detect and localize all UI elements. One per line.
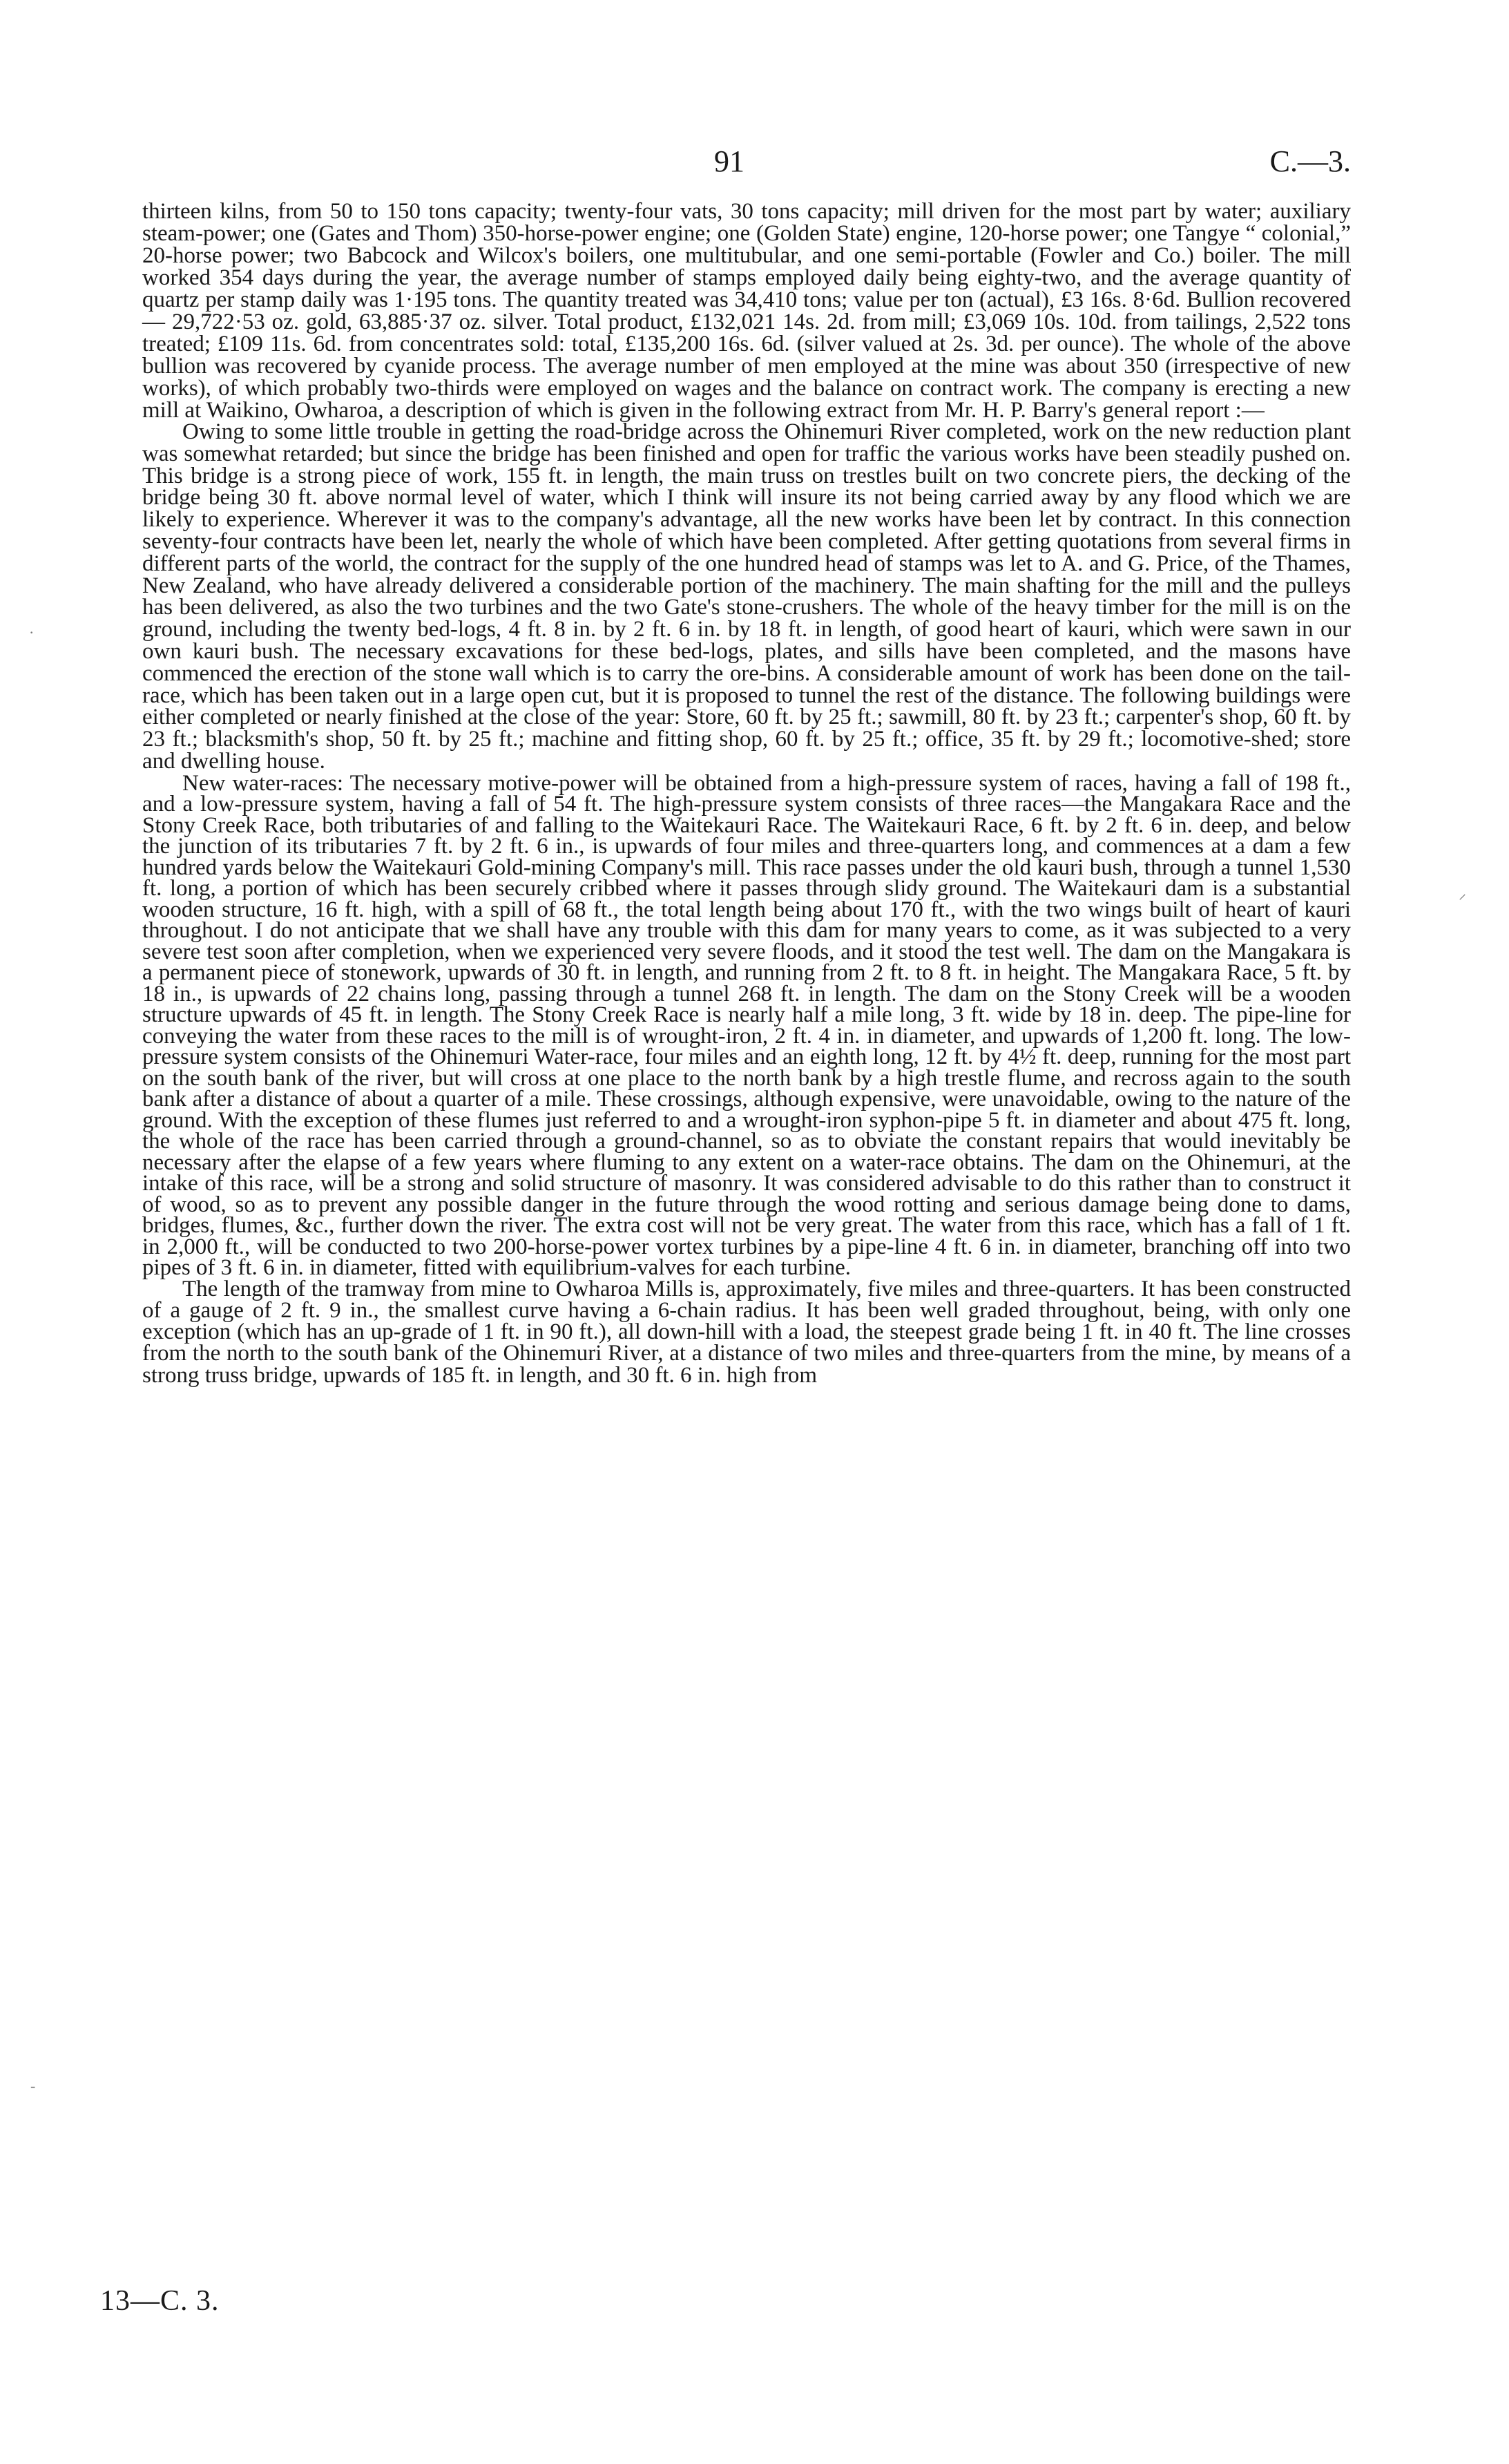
paragraph-tramway: The length of the tramway from mine to Owharoa Mills is, approximately, five miles and three-quarters. It has been constructed of a gauge of 2 ft. 9 in., the smallest curve having a 6-chain radius. It has been well graded throughout, being, with only one exception (which has an up-grade of 1 ft. in 90 ft.), all down-hill with a load, the steepest grade being 1 ft. in 40 ft. The line crosses from the north to the south bank of the Ohinemuri River, at a distance of two miles and three-quarters from the mine, by means of a strong truss bridge, upwards of 185 ft. in length, and 30 ft. 6 in. high from (142, 1276, 1351, 1388)
margin-dash-left: - (30, 2077, 36, 2094)
page-header (142, 131, 1351, 200)
margin-dot-left: · (29, 624, 35, 641)
document-reference: C.—3. (1269, 144, 1351, 178)
body-text (142, 200, 1351, 1386)
margin-tick-right: ⸝ (1459, 885, 1467, 902)
page-content (142, 131, 1351, 1388)
paragraph-reduction-plant: Owing to some little trouble in getting the road-bridge across the Ohinemuri River completed, work on the new reduction plant was somewhat retarded; but since the bridge has been finished and open for traffic the various works have been steadily pushed on. This bridge is a strong piece of work, 155 ft. in length, the main truss on trestles built on two concrete piers, the decking of the bridge being 30 ft. above normal level of water, which I think will insure its not being carried away by any flood which we are likely to experience. Wherever it was to the company's advantage, all the new works have been let by contract. In this connection seventy-four contracts have been let, nearly the whole of which have been completed. After getting quotations from several firms in different parts of the world, the contract for the supply of the one hundred head of stamps was let to A. and G. Price, of the Thames, New Zealand, who have already delivered a considerable portion of the machinery. The main shafting for the mill and the pulleys has been delivered, as also the two turbines and the two Gate's stone-crushers. The whole of the heavy timber for the mill is on the ground, including the twenty bed-logs, 4 ft. 8 in. by 2 ft. 6 in. by 18 ft. in length, of good heart of kauri, which were sawn in our own kauri bush. The necessary excavations for these bed-logs, plates, and sills have been completed, and the masons have commenced the erection of the stone wall which is to carry the ore-bins. A considerable amount of work has been done on the tail-race, which has been taken out in a large open cut, but it is proposed to tunnel the rest of the distance. The following buildings were either completed or nearly finished at the close of the year: Store, 60 ft. by 25 ft.; sawmill, 80 ft. by 23 ft.; carpenter's shop, 60 ft. by 23 ft.; blacksmith's shop, 50 ft. by 25 ft.; machine and fitting shop, 60 ft. by 25 ft.; office, 35 ft. by 29 ft.; locomotive-shed; store and dwelling house. (142, 419, 1351, 774)
paragraph-mill-description: thirteen kilns, from 50 to 150 tons capacity; twenty-four vats, 30 tons capacity; mill driven for the most part by water; auxiliary steam-power; one (Gates and Thom) 350-horse-power engine; one (Golden State) engine, 120-horse power; one Tangye “ colonial,” 20-horse power; two Babcock and Wilcox's boilers, one multitubular, and one semi-portable (Fowler and Co.) boiler. The mill worked 354 days during the year, the average number of stamps employed daily being eighty-two, and the average quantity of quartz per stamp daily was 1·195 tons. The quantity treated was 34,410 tons; value per ton (actual), £3 16s. 8·6d. Bullion recovered — 29,722·53 oz. gold, 63,885·37 oz. silver. Total product, £132,021 14s. 2d. from mill; £3,069 10s. 10d. from tailings, 2,522 tons treated; £109 11s. 6d. from concentrates sold: total, £135,200 16s. 6d. (silver valued at 2s. 3d. per ounce). The whole of the above bullion was recovered by cyanide process. The average number of men employed at the mine was about 350 (irrespective of new works), of which probably two-thirds were employed on wages and the balance on contract work. The company is erecting a new mill at Waikino, Owharoa, a description of which is given in the following extract from Mr. H. P. Barry's general report :— (142, 199, 1351, 423)
signature-mark: 13—C. 3. (100, 2285, 220, 2317)
paragraph-water-races: New water-races: The necessary motive-power will be obtained from a high-pressure system of races, having a fall of 198 ft., and a low-pressure system, having a fall of 54 ft. The high-pressure system consists of three races—the Mangakara Race and the Stony Creek Race, both tributaries of and falling to the Waitekauri Race. The Waitekauri Race, 6 ft. by 2 ft. 6 in. deep, and below the junction of its tributaries 7 ft. by 2 ft. 6 in., is upwards of four miles and three-quarters long, and commences at a dam a few hundred yards below the Waitekauri Gold-mining Company's mill. This race passes under the old kauri bush, through a tunnel 1,530 ft. long, a portion of which has been securely cribbed where it passes through slidy ground. The Waitekauri dam is a substantial wooden structure, 16 ft. high, with a spill of 68 ft., the total length being about 170 ft., with the two wings built of heart of kauri throughout. I do not anticipate that we shall have any trouble with this dam for many years to come, as it was subjected to a very severe test soon after completion, when we experienced very severe floods, and it stood the test well. The dam on the Mangakara is a permanent piece of stonework, upwards of 30 ft. in length, and running from 2 ft. to 8 ft. in height. The Mangakara Race, 5 ft. by 18 in., is upwards of 22 chains long, passing through a tunnel 268 ft. in length. The dam on the Stony Creek will be a wooden structure upwards of 45 ft. in length. The Stony Creek Race is nearly half a mile long, 3 ft. wide by 18 in. deep. The pipe-line for conveying the water from these races to the mill is of wrought-iron, 2 ft. 4 in. in diameter, and upwards of 1,200 ft. long. The low-pressure system consists of the Ohinemuri Water-race, four miles and an eighth long, 12 ft. by 4½ ft. deep, running for the most part on the south bank of the river, but will cross at one place to the north bank by a high trestle flume, and recross again to the south bank after a distance of about a quarter of a mile. These crossings, although expensive, were unavoidable, owing to the nature of the ground. With the exception of these flumes just referred to and a wrought-iron syphon-pipe 5 ft. in diameter and about 475 ft. long, the whole of the race has been carried through a ground-channel, so as to obviate the constant repairs that would inevitably be necessary after the elapse of a few years where fluming to any extent on a water-race obtains. The dam on the Ohinemuri, at the intake of this race, will be a strong and solid structure of masonry. It was considered advisable to do this rather than to construct it of wood, so as to prevent any possible danger in the future through the wood rotting and serious damage being done to dams, bridges, flumes, &c., further down the river. The extra cost will not be very great. The water from this race, which has a fall of 1 ft. in 2,000 ft., will be conducted to two 200-horse-power vortex turbines by a pipe-line 4 ft. 6 in. in diameter, branching off into two pipes of 3 ft. 6 in. in diameter, fitted with equilibrium-valves for each turbine. (142, 770, 1351, 1281)
page-number: 91 (714, 144, 744, 178)
